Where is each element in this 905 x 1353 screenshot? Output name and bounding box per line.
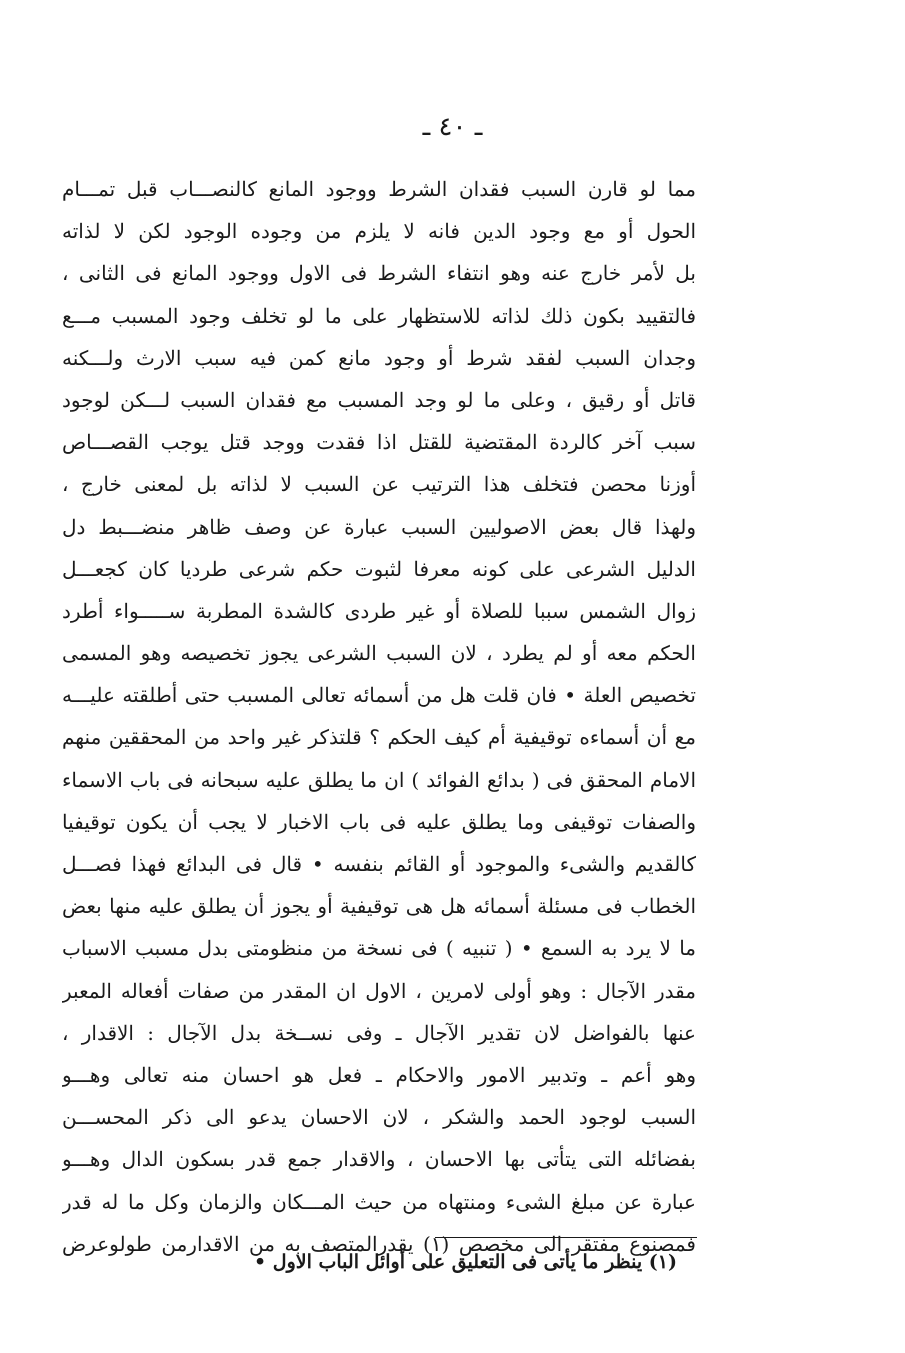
text-line: الخطاب فى مسئلة أسمائه هل هى توقيفية أو يجوز أن يطلق عليه منها بعض	[62, 894, 696, 919]
text-line: عبارة عن مبلغ الشىء ومنتهاه من حيث المـــكان والزمان وكل ما له قدر	[62, 1189, 696, 1214]
text-line: الحول أو مع وجود الدين فانه لا يلزم من وجوده الوجود لكن لا لذاته	[62, 219, 696, 244]
text-line: مع أن أسماءه توقيفية أم كيف الحكم ؟ قلتذكر غير واحد من المحققين منهم	[62, 725, 696, 750]
text-line: السبب لوجود الحمد والشكر ، لان الاحسان يدعو الى ذكر المحســـن	[62, 1105, 696, 1130]
body-text	[62, 168, 696, 1265]
text-line: سبب آخر كالردة المقتضية للقتل اذا فقدت ووجد قتل يوجب القصـــاص	[62, 430, 696, 455]
footnote: (١) ينظر ما يأتى فى التعليق على أوائل الباب الاول •	[254, 1251, 677, 1273]
text-line: ولهذا قال بعض الاصوليين السبب عبارة عن وصف ظاهر منضـــبط دل	[62, 514, 696, 539]
text-line: وهو أعم ـ وتدبير الامور والاحكام ـ فعل هو احسان منه تعالى وهـــو	[62, 1062, 696, 1087]
text-line: والصفات توقيفى وما يطلق عليه فى باب الاخبار لا يجب أن يكون توقيفيا	[62, 809, 696, 834]
text-line: الامام المحقق فى ( بدائع الفوائد ) ان ما يطلق عليه سبحانه فى باب الاسماء	[62, 767, 696, 792]
page-number: ـ ٤٠ ـ	[422, 112, 483, 142]
text-line: زوال الشمس سببا للصلاة أو غير طردى كالشدة المطربة ســـــواء أطرد	[62, 598, 696, 623]
text-line: مما لو قارن السبب فقدان الشرط ووجود المانع كالنصـــاب قبل تمـــام	[62, 177, 696, 201]
footnote-separator	[435, 1237, 697, 1238]
text-line: عنها بالفواضل لان تقدير الآجال ـ وفى نســخة بدل الآجال : الاقدار ،	[62, 1020, 696, 1045]
text-line: الدليل الشرعى على كونه معرفا لثبوت حكم شرعى طرديا كان كجعـــل	[62, 556, 696, 581]
text-line: مقدر الآجال : وهو أولى لامرين ، الاول ان المقدر من صفات أفعاله المعبر	[62, 978, 696, 1003]
text-line: بل لأمر خارج عنه وهو انتفاء الشرط فى الاول ووجود المانع فى الثانى ،	[62, 261, 696, 286]
text-line: تخصيص العلة • فان قلت هل من أسمائه تعالى المسبب حتى أطلقته عليـــه	[62, 683, 696, 708]
text-line: كالقديم والشىء والموجود أو القائم بنفسه • قال فى البدائع فهذا فصـــل	[62, 852, 696, 876]
text-line: فمصنوع مفتقر الى مخصص (١) يقدرالمتصف به من الاقدارمن طولوعرض	[62, 1231, 696, 1256]
text-line: ما لا يرد به السمع • ( تنبيه ) فى نسخة من منظومتى بدل مسبب الاسباب	[62, 936, 696, 961]
text-line: قاتل أو رقيق ، وعلى ما لو وجد المسبب مع فقدان السبب لـــكن لوجود	[62, 387, 696, 412]
text-line: الحكم معه أو لم يطرد ، لان السبب الشرعى يجوز تخصيصه وهو المسمى	[62, 641, 696, 666]
text-line: بفضائله التى يتأتى بها الاحسان ، والاقدار جمع قدر بسكون الدال وهـــو	[62, 1147, 696, 1172]
text-line: وجدان السبب لفقد شرط أو وجود مانع كمن فيه سبب الارث ولـــكنه	[62, 345, 696, 370]
text-line: فالتقييد بكون ذلك لذاته للاستظهار على ما لو تخلف وجود المسبب مـــع	[62, 303, 696, 328]
text-line: أوزنا محصن فتخلف هذا الترتيب عن السبب لا لذاته بل لمعنى خارج ،	[62, 472, 696, 497]
